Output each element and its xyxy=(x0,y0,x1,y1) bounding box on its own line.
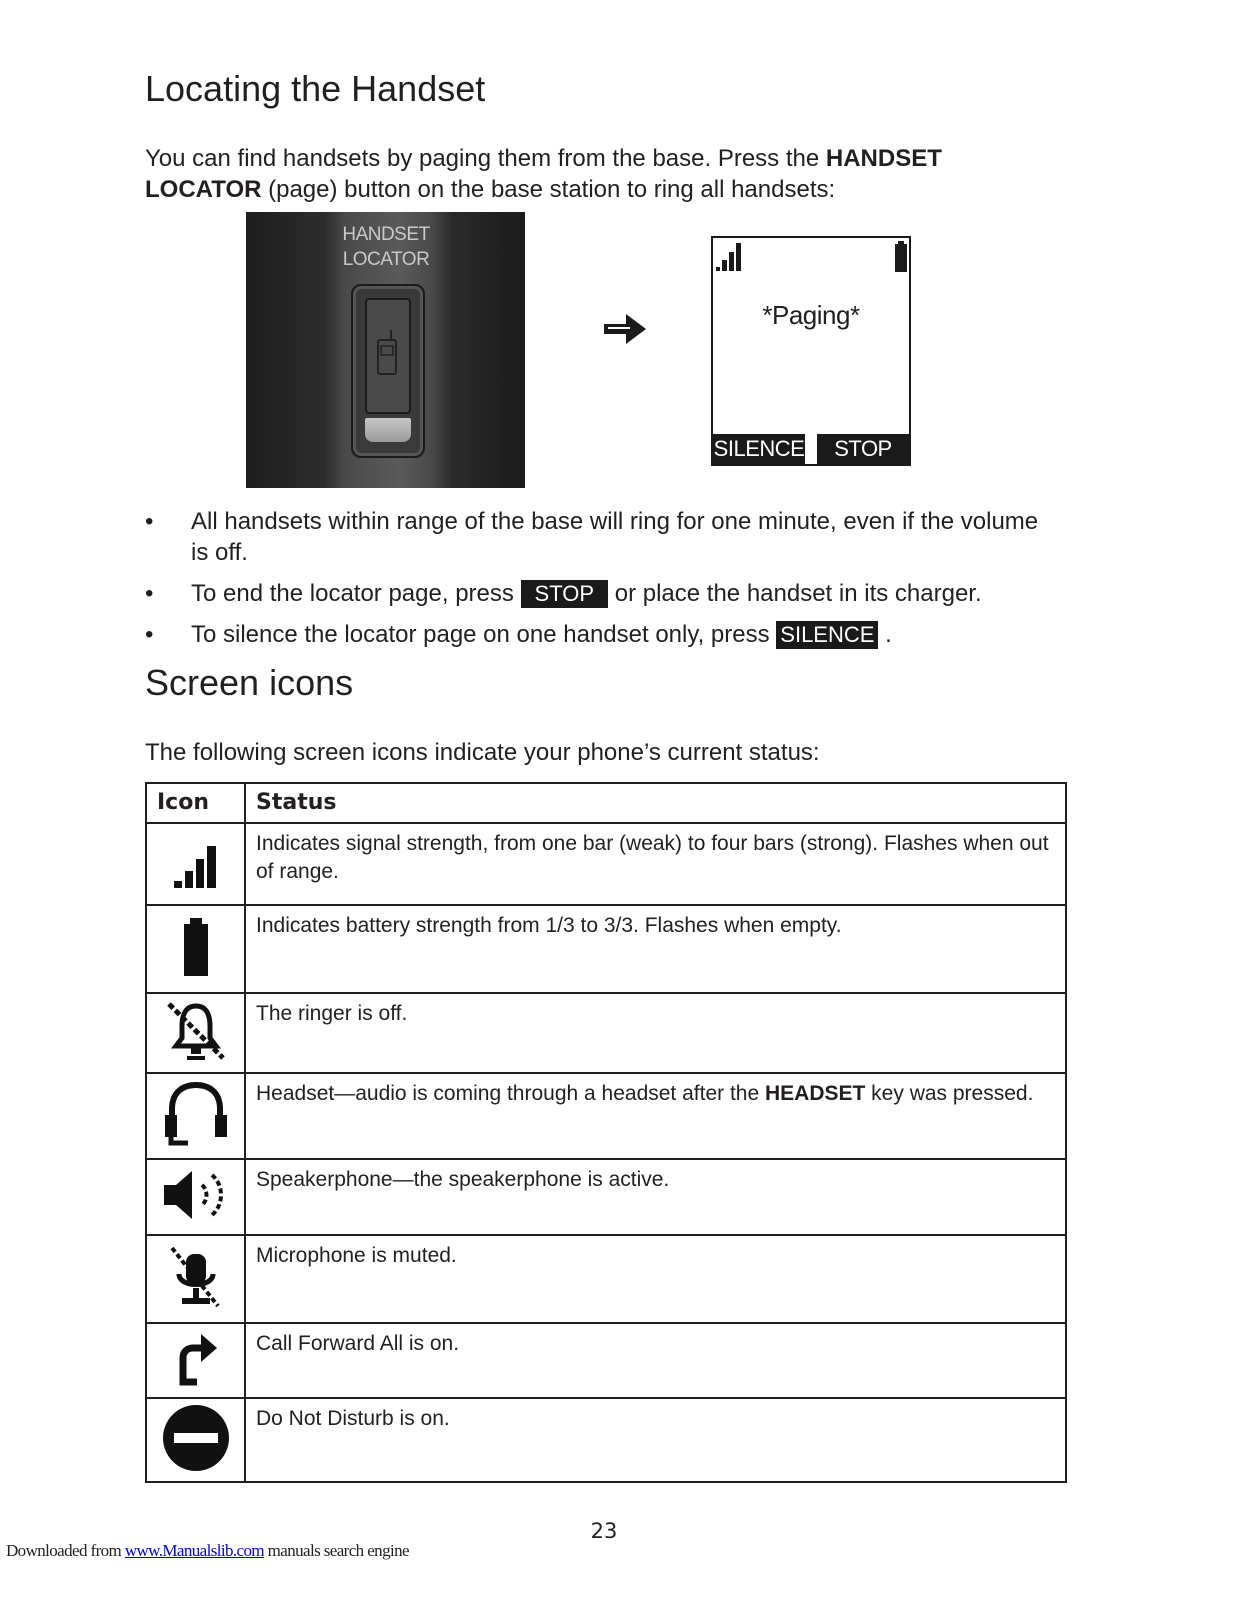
paging-message: *Paging* xyxy=(762,300,860,330)
table-row xyxy=(146,993,1066,1073)
softkey-stop[interactable]: STOP xyxy=(817,434,909,464)
list-item: • All handsets within range of the base will ring for one minute, even if the volume is off. xyxy=(145,508,1039,566)
status-cell: The ringer is off. xyxy=(245,993,1066,1073)
table-header-row xyxy=(146,783,1066,823)
status-bold-text: HEADSET xyxy=(764,1082,866,1105)
bullet-list xyxy=(145,506,1045,660)
signal-strength-icon xyxy=(715,240,743,272)
ringer-off-icon xyxy=(165,1000,227,1062)
bullet-text: To end the locator page, press xyxy=(191,580,521,607)
status-cell xyxy=(245,1073,1066,1159)
battery-icon xyxy=(181,916,211,978)
list-item: • To end the locator page, press STOP or place the handset in its charger. xyxy=(145,580,982,607)
header-icon: Icon xyxy=(146,783,245,823)
icon-cell xyxy=(146,905,245,993)
silence-key: SILENCE xyxy=(776,621,878,649)
icon-cell xyxy=(146,1159,245,1235)
do-not-disturb-icon xyxy=(160,1404,232,1472)
status-cell: Indicates signal strength, from one bar (weak) to four bars (strong). Flashes when out of range. xyxy=(245,823,1066,905)
intro-text-end: (page) button on the base station to ring all handsets: xyxy=(261,176,836,203)
screen-icons-intro: The following screen icons indicate your phone’s current status: xyxy=(145,739,820,766)
speakerphone-icon xyxy=(160,1165,232,1225)
intro-bold-text: HANDSET LOCATOR xyxy=(145,145,942,203)
signal-strength-icon xyxy=(168,834,224,890)
table-row xyxy=(146,1235,1066,1323)
section-title-screen-icons: Screen icons xyxy=(145,662,354,703)
icon-cell xyxy=(146,1398,245,1482)
base-station-image xyxy=(246,212,525,488)
table-row xyxy=(146,823,1066,905)
mic-muted-icon xyxy=(166,1244,226,1310)
icon-cell xyxy=(146,1073,245,1159)
bullet-text: To silence the locator page on one handset only, press xyxy=(191,621,777,648)
battery-icon xyxy=(895,241,907,273)
table-row xyxy=(146,1159,1066,1235)
base-label-line2: LOCATOR xyxy=(342,249,430,270)
footer-prefix: Downloaded from xyxy=(6,1541,125,1560)
manualslib-link[interactable]: www.Manualslib.com xyxy=(124,1541,265,1560)
icon-cell xyxy=(146,823,245,905)
status-cell: Microphone is muted. xyxy=(245,1235,1066,1323)
arrow-right-icon xyxy=(602,310,648,353)
page-number: 23 xyxy=(590,1519,618,1543)
footer xyxy=(6,1541,409,1561)
status-cell: Speakerphone—the speakerphone is active. xyxy=(245,1159,1066,1235)
handset-locator-button[interactable] xyxy=(351,284,425,458)
bullet-text-end: or place the handset in its charger. xyxy=(608,580,982,607)
stop-key: STOP xyxy=(521,580,609,608)
list-item: • To silence the locator page on one handset only, press SILENCE . xyxy=(145,621,892,648)
header-status: Status xyxy=(245,783,1066,823)
status-cell: Do Not Disturb is on. xyxy=(245,1398,1066,1482)
softkey-silence[interactable]: SILENCE xyxy=(713,434,805,464)
intro-text: You can find handsets by paging them from the base. Press the xyxy=(145,145,826,172)
status-cell: Indicates battery strength from 1/3 to 3/3. Flashes when empty. xyxy=(245,905,1066,993)
table-row xyxy=(146,1398,1066,1482)
call-forward-icon xyxy=(171,1330,221,1386)
status-cell: Call Forward All is on. xyxy=(245,1323,1066,1398)
phone-screen xyxy=(711,236,911,466)
status-text-end: key was pressed. xyxy=(865,1082,1034,1105)
footer-suffix: manuals search engine xyxy=(264,1541,409,1560)
handset-outline-icon xyxy=(367,300,409,412)
icon-cell xyxy=(146,993,245,1073)
bullet-text-end: . xyxy=(878,621,892,648)
headset-icon xyxy=(162,1081,230,1147)
button-light xyxy=(365,418,411,442)
section-title-locating: Locating the Handset xyxy=(145,68,486,109)
status-text: Headset—audio is coming through a headset after the xyxy=(256,1082,765,1105)
base-station-label xyxy=(336,222,436,272)
bullet-text: All handsets within range of the base will ring for one minute, even if the volume is off. xyxy=(191,508,1039,566)
table-row xyxy=(146,1073,1066,1159)
icon-cell xyxy=(146,1323,245,1398)
icon-cell xyxy=(146,1235,245,1323)
base-label-line1: HANDSET xyxy=(342,224,430,245)
intro-paragraph xyxy=(145,143,1045,205)
table-row xyxy=(146,1323,1066,1398)
button-face xyxy=(365,298,411,414)
table-row xyxy=(146,905,1066,993)
screen-icons-table xyxy=(145,782,1067,1483)
